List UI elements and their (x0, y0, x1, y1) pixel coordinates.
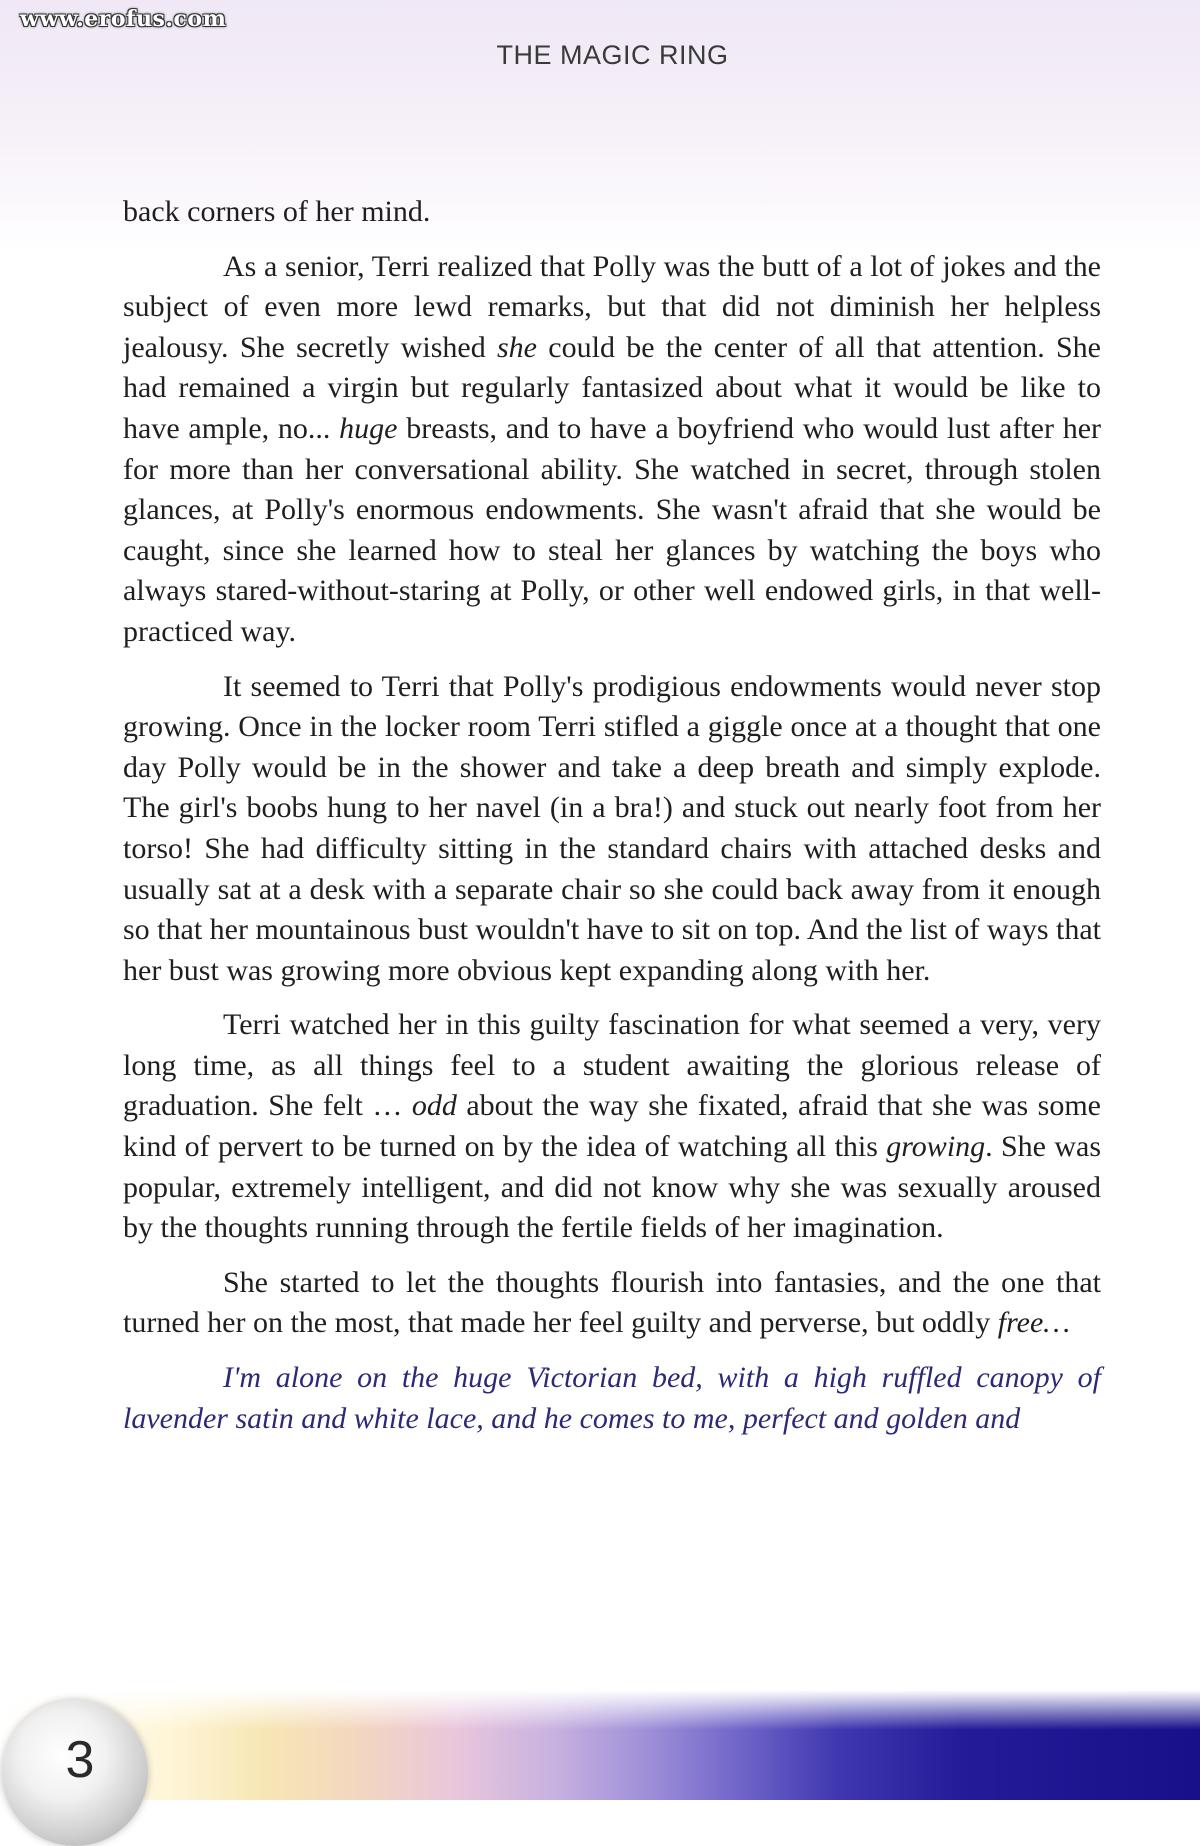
paragraph-2-emphasis-she: she (497, 330, 537, 364)
page-number: 3 (65, 1731, 95, 1789)
paragraph-5-part-a: She started to let the thoughts flourish into fantasies, and the one that turned her on the most, that made her feel guilty and perverse, but oddly (123, 1265, 1101, 1340)
paragraph-1: back corners of her mind. (123, 195, 431, 228)
page-body (123, 192, 1101, 1453)
fantasy-paragraph: I'm alone on the huge Victorian bed, with a high ruffled canopy of lavender satin and white lace, and he comes to me, perfect and golden and (123, 1361, 1101, 1435)
paragraph-2-part-a: As a senior, Terri realized that Polly was the butt of a lot of jokes and the subject of even more lewd remarks, but that did not diminish her helpless jealousy. She secretly wished (123, 249, 1101, 364)
paragraph-4 (123, 1005, 1101, 1249)
paragraph-4-part-e: . She was popular, extremely intelligent, and did not know why she was sexually aroused by the thoughts running through the fertile fields of her imagination. (123, 1130, 1101, 1245)
paragraph-4-emphasis-odd: odd (411, 1089, 457, 1123)
paragraph-2-part-e: breasts, and to have a boyfriend who would lust after her for more than her conversational ability. She watched in secret, through stolen glances, at Polly's enormous endowments. She wasn't afraid that she would be caught, since she learned how to steal her glances by watching the boys who always stared-without-staring at Polly, or other well endowed girls, in that well-practiced way. (123, 411, 1101, 648)
paragraph-2-emphasis-huge: huge (339, 411, 398, 445)
footer-gradient-fade (0, 1690, 1200, 1730)
paragraph-5-emphasis-free: free… (997, 1306, 1070, 1340)
paragraph-2-part-c: could be the center of all that attention. She had remained a virgin but regularly fantasized about what it would be like to have ample, no... (123, 330, 1101, 445)
paragraph-3: It seemed to Terri that Polly's prodigious endowments would never stop growing. Once in the locker room Terri stifled a giggle once at a thought that one day Polly would be in the shower and take a deep breath and simply explode. The girl's boobs hung to her navel (in a bra!) and stuck out nearly foot from her torso! She had difficulty sitting in the standard chairs with attached desks and usually sat at a desk with a separate chair so she could back away from it enough so that her mountainous bust wouldn't have to sit on top. And the list of ways that her bust was growing more obvious kept expanding along with her. (123, 669, 1101, 987)
site-watermark: www.erofus.com (20, 6, 227, 32)
paragraph-4-part-a: Terri watched her in this guilty fascination for what seemed a very, very long time, as all things feel to a student awaiting the glorious release of graduation. She felt … (123, 1008, 1101, 1123)
paragraph-4-part-c: about the way she fixated, afraid that she was some kind of pervert to be turned on by the idea of watching all this (123, 1089, 1101, 1164)
paragraph-4-emphasis-growing: growing (886, 1130, 986, 1164)
paragraph-2 (123, 247, 1101, 653)
paragraph-5 (123, 1263, 1101, 1344)
running-head-title: THE MAGIC RING (496, 40, 729, 70)
